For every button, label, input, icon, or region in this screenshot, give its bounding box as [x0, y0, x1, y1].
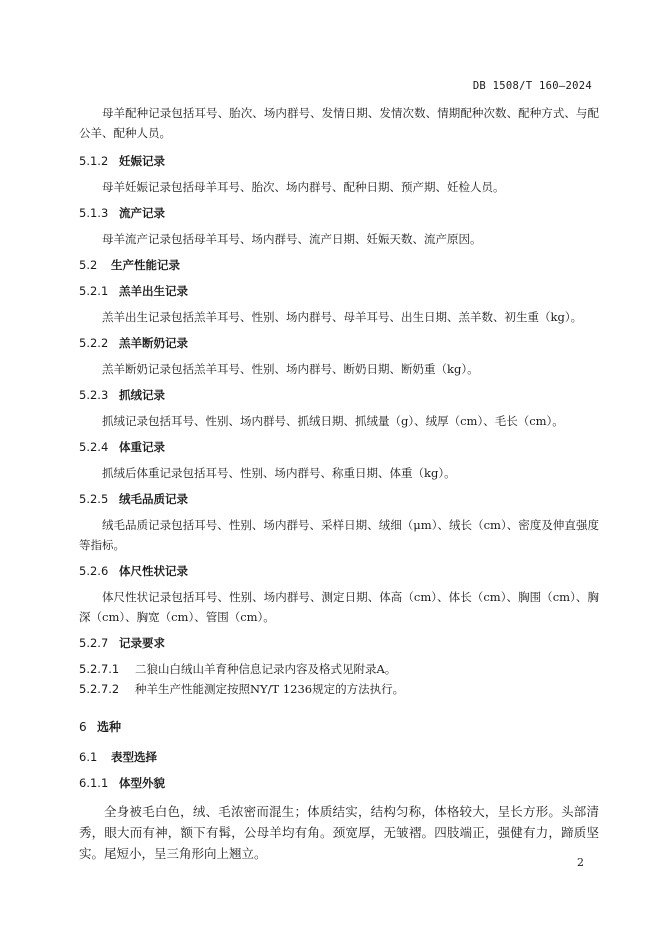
heading-5-2-4: [79, 437, 599, 457]
clause-text: 二狼山白绒山羊育种信息记录内容及格式见附录A。: [135, 662, 397, 676]
paragraph-5-1-3: 母羊流产记录包括母羊耳号、场内群号、流产日期、妊娠天数、流产原因。: [102, 232, 482, 246]
heading-title: 抓绒记录: [119, 388, 165, 402]
heading-number: 5.1.3: [79, 206, 109, 220]
heading-number: 5.2.4: [79, 440, 109, 454]
heading-title: 羔羊断奶记录: [119, 336, 188, 350]
heading-5-2-1: [79, 281, 599, 301]
heading-title: 生产性能记录: [111, 258, 180, 272]
clause-text: 种羊生产性能测定按照NY/T 1236规定的方法执行。: [135, 682, 405, 696]
heading-title: 表型选择: [111, 750, 157, 764]
paragraph-5-2-5: 绒毛品质记录包括耳号、性别、场内群号、采样日期、绒细（μm）、绒长（cm）、密度及伸直强度等指标。: [79, 518, 599, 552]
page-number: 2: [577, 856, 584, 869]
heading-title: 记录要求: [119, 636, 165, 650]
heading-number: 5.2.2: [79, 336, 109, 350]
paragraph-5-2-1: 羔羊出生记录包括羔羊耳号、性别、场内群号、母羊耳号、出生日期、羔羊数、初生重（kg）。: [102, 310, 583, 324]
heading-5-2-6: [79, 561, 599, 581]
heading-5-1-2: [79, 151, 599, 171]
heading-5-2-5: [79, 489, 599, 509]
paragraph-5-2-3: 抓绒记录包括耳号、性别、场内群号、抓绒日期、抓绒量（g）、绒厚（cm）、毛长（cm）。: [102, 414, 564, 428]
paragraph-6-1-1: 全身被毛白色，绒、毛浓密而混生；体质结实，结构匀称，体格较大，呈长方形。头部清秀，眼大而有神，额下有髯，公母羊均有角。颈宽厚，无皱褶。四肢端正，强健有力，蹄质坚实。尾短小，呈三角形向上翘立。: [79, 804, 599, 861]
heading-title: 妊娠记录: [119, 154, 165, 168]
heading-number: 6: [79, 720, 87, 734]
heading-number: 5.2.7: [79, 636, 109, 650]
document-body: [79, 103, 599, 864]
clause-number: 5.2.7.1: [79, 662, 120, 676]
heading-5-2-2: [79, 333, 599, 353]
heading-title: 体型外貌: [119, 776, 165, 790]
heading-number: 5.2.3: [79, 388, 109, 402]
clause-5-2-7-1: [79, 659, 599, 679]
paragraph-5-1-2: 母羊妊娠记录包括母羊耳号、胎次、场内群号、配种日期、预产期、妊检人员。: [102, 180, 505, 194]
standard-code: DB 1508/T 160—2024: [472, 80, 592, 92]
paragraph-5-2-2: 羔羊断奶记录包括羔羊耳号、性别、场内群号、断奶日期、断奶重（kg）。: [102, 362, 479, 376]
heading-number: 5.2: [79, 258, 98, 272]
paragraph-5-2-4: 抓绒后体重记录包括耳号、性别、场内群号、称重日期、体重（kg）。: [102, 466, 456, 480]
paragraph-5-2-6: 体尺性状记录包括耳号、性别、场内群号、测定日期、体高（cm）、体长（cm）、胸围（cm）、胸深（cm）、胸宽（cm）、管围（cm）。: [79, 590, 599, 624]
heading-number: 5.2.1: [79, 284, 109, 298]
heading-title: 羔羊出生记录: [119, 284, 188, 298]
heading-5-2-3: [79, 385, 599, 405]
heading-number: 5.2.6: [79, 564, 109, 578]
heading-title: 绒毛品质记录: [119, 492, 188, 506]
heading-5-1-3: [79, 203, 599, 223]
heading-title: 流产记录: [119, 206, 165, 220]
heading-number: 6.1.1: [79, 776, 109, 790]
paragraph-5-1-1: 母羊配种记录包括耳号、胎次、场内群号、发情日期、发情次数、情期配种次数、配种方式、与配公羊、配种人员。: [79, 106, 599, 140]
heading-5-2: [79, 255, 599, 275]
heading-title: 选种: [97, 720, 122, 734]
heading-number: 5.1.2: [79, 154, 109, 168]
heading-number: 6.1: [79, 750, 98, 764]
heading-6: [79, 717, 599, 737]
heading-title: 体重记录: [119, 440, 165, 454]
heading-6-1-1: [79, 773, 599, 793]
heading-title: 体尺性状记录: [119, 564, 188, 578]
heading-6-1: [79, 747, 599, 767]
clause-5-2-7-2: [79, 679, 599, 699]
heading-number: 5.2.5: [79, 492, 109, 506]
clause-number: 5.2.7.2: [79, 682, 120, 696]
heading-5-2-7: [79, 633, 599, 653]
